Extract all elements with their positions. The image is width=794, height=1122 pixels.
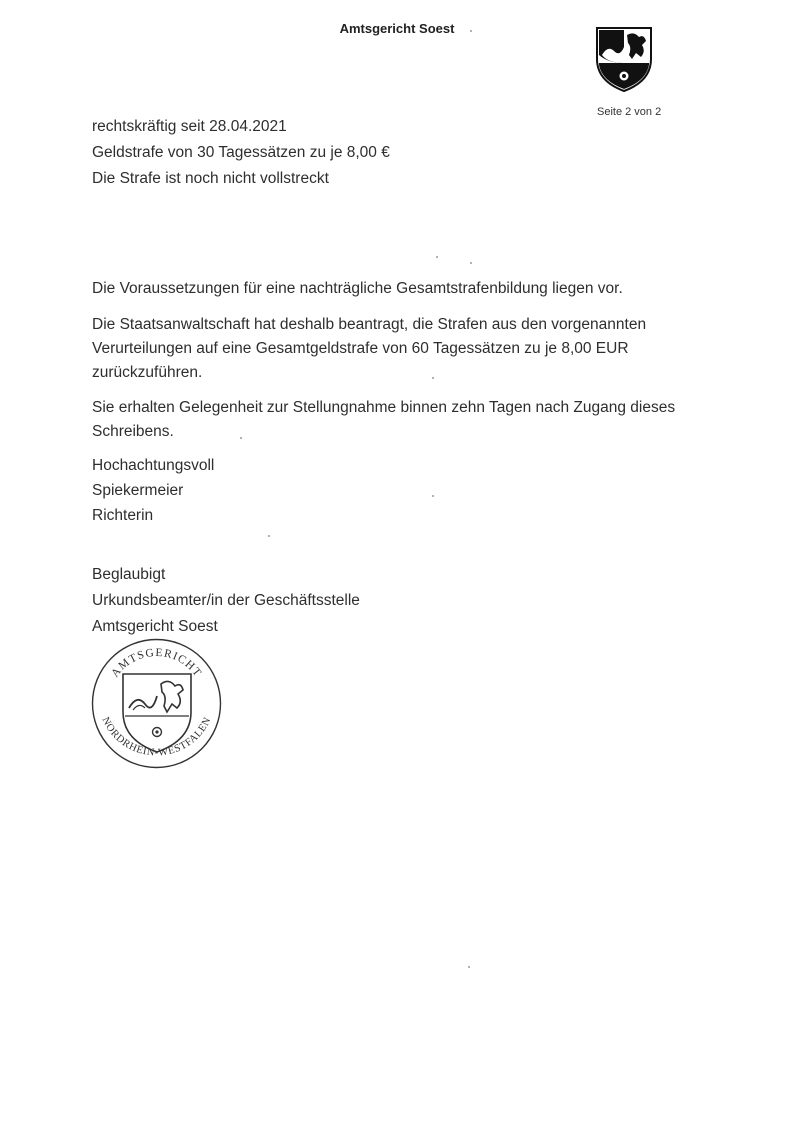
judge-title: Richterin xyxy=(92,507,154,524)
nrw-coat-of-arms-icon xyxy=(594,25,654,93)
sentence-line: Geldstrafe von 30 Tagessätzen zu je 8,00 € xyxy=(92,144,390,161)
certification-court: Amtsgericht Soest xyxy=(92,618,218,635)
scan-speck xyxy=(470,30,472,32)
page-number: Seite 2 von 2 xyxy=(597,106,662,118)
paragraph-line: zurückzuführen. xyxy=(92,364,203,381)
certification-label: Beglaubigt xyxy=(92,566,166,583)
paragraph-line: Die Staatsanwaltschaft hat deshalb beantragt, die Strafen aus den vorgenannten xyxy=(92,316,647,333)
paragraph-line: Sie erhalten Gelegenheit zur Stellungnahme binnen zehn Tagen nach Zugang dieses xyxy=(92,399,676,416)
court-header: Amtsgericht Soest xyxy=(339,21,455,36)
closing-salutation: Hochachtungsvoll xyxy=(92,457,215,474)
scan-speck xyxy=(432,377,434,379)
sentence-line: Die Strafe ist noch nicht vollstreckt xyxy=(92,170,329,187)
judge-name: Spiekermeier xyxy=(92,482,184,499)
seal-bottom-text: NORDRHEIN-WESTFALEN xyxy=(99,715,214,759)
scan-speck xyxy=(268,535,270,537)
certification-official: Urkundsbeamter/in der Geschäftsstelle xyxy=(92,592,360,609)
paragraph-line: Die Voraussetzungen für eine nachträgliche Gesamtstrafenbildung liegen vor. xyxy=(92,280,623,297)
scan-speck xyxy=(240,437,242,439)
paragraph-line: Schreibens. xyxy=(92,423,174,440)
scan-speck xyxy=(436,256,438,258)
scan-speck xyxy=(470,262,472,264)
sentence-line: rechtskräftig seit 28.04.2021 xyxy=(92,118,287,135)
scan-speck xyxy=(432,495,434,497)
official-seal-icon xyxy=(90,637,223,770)
scan-speck xyxy=(468,966,470,968)
paragraph-line: Verurteilungen auf eine Gesamtgeldstrafe von 60 Tagessätzen zu je 8,00 EUR xyxy=(92,340,629,357)
seal-top-text: AMTSGERICHT xyxy=(109,646,204,680)
